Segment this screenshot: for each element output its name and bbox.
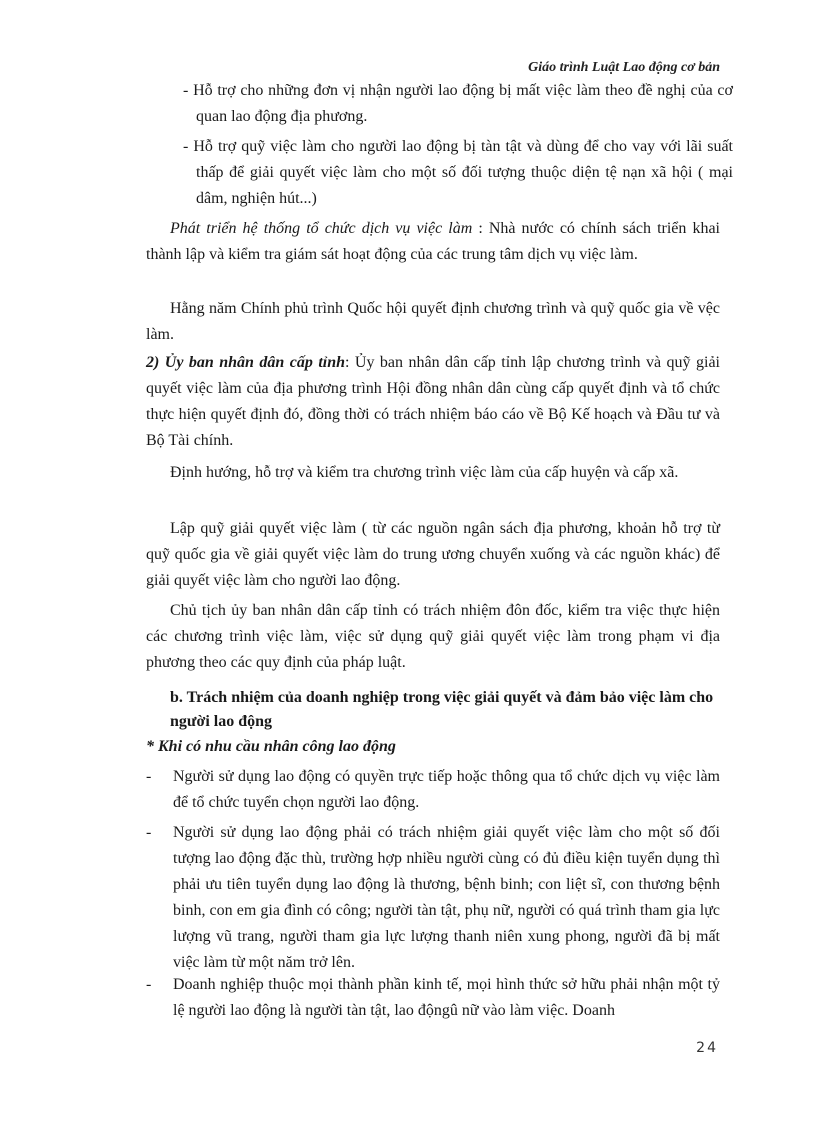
list-item [146,820,720,976]
paragraph-text: : Ủy ban nhân dân cấp tỉnh lập chương trình và quỹ giải quyết việc làm của địa phương trình Hội đồng nhân dân cùng cấp quyết định và tổ chức thực hiện quyết định đó, đồng thời có trách nhiệm báo cáo về Bộ Kế hoạch và Đầu tư và Bộ Tài chính. [146,354,720,449]
paragraph-provincial-committee [146,350,720,454]
paragraph-fund: Lập quỹ giải quyết việc làm ( từ các nguồn ngân sách địa phương, khoản hỗ trợ từ quỹ quốc gia về giải quyết việc làm do trung ương chuyển xuống và các nguồn khác) để giải quyết việc làm cho người lao động. [146,520,720,589]
running-header: Giáo trình Luật Lao động cơ bản [528,60,720,75]
section-heading: b. Trách nhiệm của doanh nghiệp trong việc giải quyết và đảm bảo việc làm cho người lao động [170,689,714,730]
paragraph-service-development [146,216,720,268]
list-dash: - [146,768,152,785]
paragraph-government: Hằng năm Chính phủ trình Quốc hội quyết định chương trình và quỹ quốc gia về vệc làm. [146,300,720,343]
list-item-text: Doanh nghiệp thuộc mọi thành phần kinh tế, mọi hình thức sở hữu phải nhận một tỷ lệ người lao động là người tàn tật, lao độngû nữ vào làm việc. Doanh [173,976,720,1019]
paragraph-dash-support-units: - Hỗ trợ cho những đơn vị nhận người lao động bị mất việc làm theo đề nghị của cơ quan lao động địa phương. [183,82,733,125]
paragraph-chairman: Chủ tịch ủy ban nhân dân cấp tỉnh có trách nhiệm đôn đốc, kiểm tra việc thực hiện các chương trình việc làm, việc sử dụng quỹ giải quyết việc làm trong phạm vi địa phương theo các quy định của pháp luật. [146,602,720,671]
italic-phrase: Phát triển hệ thống tổ chức dịch vụ việc làm [170,220,473,237]
list-item-text: Người sử dụng lao động có quyền trực tiếp hoặc thông qua tổ chức dịch vụ việc làm để tổ chức tuyển chọn người lao động. [173,768,720,811]
paragraph-text: : Nhà nước có chính sách triển khai thành lập và kiểm tra giám sát hoạt động của các trung tâm dịch vụ việc làm. [146,220,720,263]
list-dash: - [146,976,152,993]
bold-italic-label: 2) Ủy ban nhân dân cấp tỉnh [146,354,346,371]
list-item-text: Người sử dụng lao động phải có trách nhiệm giải quyết việc làm cho một số đối tượng lao động đặc thù, trường hợp nhiều người cùng có đủ điều kiện tuyển dụng thì phải ưu tiên tuyển dụng lao động là thương, bệnh binh; con liệt sĩ, con thương bệnh binh, con em gia đình có công; người tàn tật, phụ nữ, người có quá trình tham gia lực lượng vũ trang, người tham gia lực lượng thanh niên xung phong, người đã bị mất việc làm từ một năm trở lên. [173,824,720,971]
paragraph-dash-support-fund: - Hỗ trợ quỹ việc làm cho người lao động bị tàn tật và dùng để cho vay với lãi suất thấp để giải quyết việc làm cho một số đối tượng thuộc diện tệ nạn xã hội ( mại dâm, nghiện hút...) [183,138,733,207]
paragraph-orientation: Định hướng, hỗ trợ và kiểm tra chương trình việc làm của cấp huyện và cấp xã. [170,464,679,481]
list-dash: - [146,824,152,841]
page-number: 24 [696,1040,718,1056]
list-item [146,972,720,1024]
list-item [146,764,720,816]
subheading: * Khi có nhu cầu nhân công lao động [146,738,396,755]
